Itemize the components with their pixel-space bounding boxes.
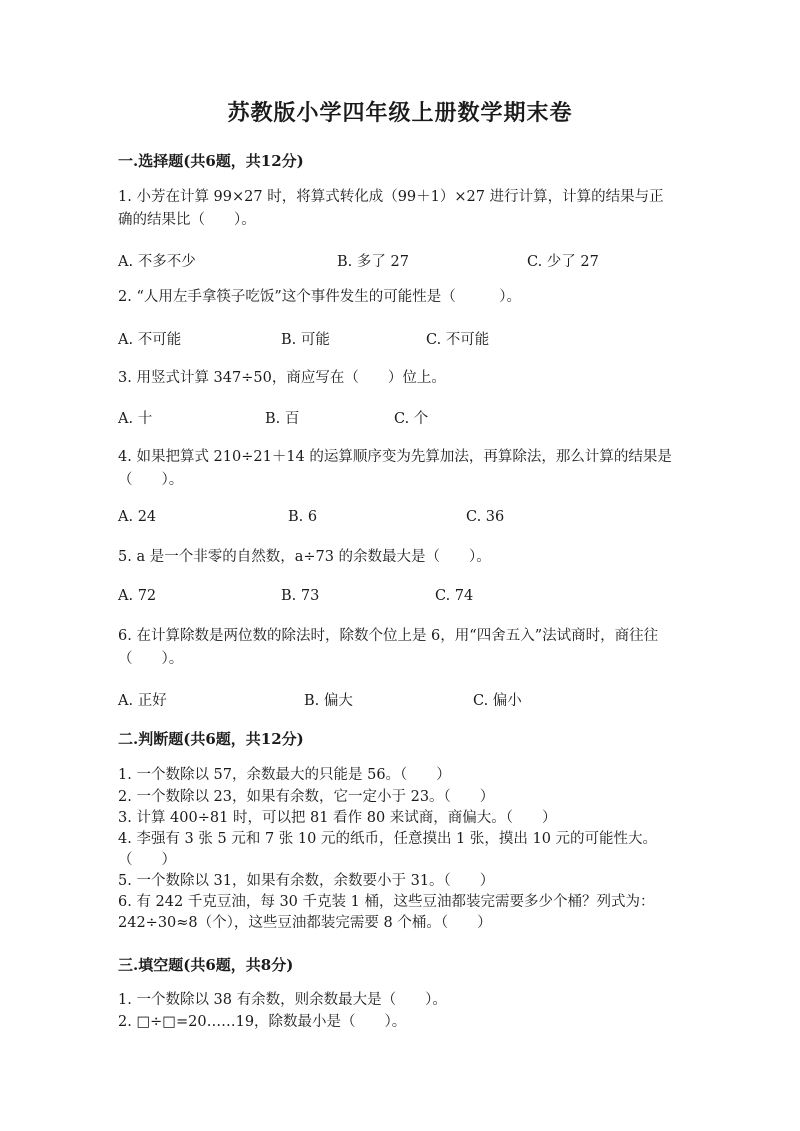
option-b: B. 多了 27 — [337, 254, 409, 270]
choice-options-6 — [118, 689, 698, 711]
choice-question-3: 3. 用竖式计算 347÷50，商应写在（ ）位上。 — [118, 370, 446, 386]
option-c: C. 个 — [394, 411, 429, 427]
choice-question-4: 4. 如果把算式 210÷21＋14 的运算顺序变为先算加法，再算除法，那么计算的结果是（ ）。 — [118, 449, 672, 488]
option-a: A. 正好 — [118, 693, 167, 709]
page-title: 苏教版小学四年级上册数学期末卷 — [227, 100, 573, 126]
choice-question-5: 5. a 是一个非零的自然数，a÷73 的余数最大是（ ）。 — [118, 549, 491, 565]
option-b: B. 百 — [265, 411, 300, 427]
judge-item-5: 5. 一个数除以 31，如果有余数，余数要小于 31。（ ） — [118, 873, 495, 889]
option-b: B. 6 — [288, 509, 318, 525]
judge-item-3: 3. 计算 400÷81 时，可以把 81 看作 80 来试商，商偏大。（ ） — [118, 810, 557, 826]
option-a: A. 72 — [118, 588, 157, 604]
option-c: C. 不可能 — [426, 332, 490, 348]
choice-options-4 — [118, 509, 698, 531]
option-b: B. 可能 — [281, 332, 330, 348]
judge-item-4: 4. 李强有 3 张 5 元和 7 张 10 元的纸币，任意摸出 1 张，摸出 10 元的可能性大。 （ ） — [118, 831, 679, 868]
option-c: C. 36 — [466, 509, 505, 525]
judge-item-6: 6. 有 242 千克豆油，每 30 千克装 1 桶，这些豆油都装完需要多少个桶？列式为：242÷30≈8（个），这些豆油都装完需要 8 个桶。（ ） — [118, 894, 655, 931]
judge-item-2: 2. 一个数除以 23，如果有余数，它一定小于 23。（ ） — [118, 789, 495, 805]
option-a: A. 不多不少 — [118, 254, 196, 270]
judge-item-1: 1. 一个数除以 57，余数最大的只能是 56。（ ） — [118, 767, 451, 783]
choice-options-3 — [118, 407, 698, 429]
section-heading-judge: 二.判断题(共6题，共12分) — [118, 730, 304, 748]
option-a: A. 24 — [118, 509, 157, 525]
option-a: A. 不可能 — [118, 332, 182, 348]
section-heading-fill: 三.填空题(共6题，共8分) — [118, 956, 294, 974]
option-c: C. 偏小 — [473, 693, 522, 709]
option-a: A. 十 — [118, 411, 153, 427]
choice-question-2: 2. “人用左手拿筷子吃饭”这个事件发生的可能性是（ ）。 — [118, 289, 522, 305]
fill-item-1: 1. 一个数除以 38 有余数，则余数最大是（ ）。 — [118, 992, 447, 1008]
option-b: B. 偏大 — [304, 693, 353, 709]
choice-options-2 — [118, 328, 698, 350]
option-c: C. 少了 27 — [527, 254, 599, 270]
option-c: C. 74 — [435, 588, 474, 604]
fill-item-2: 2. □÷□=20……19，除数最小是（ ）。 — [118, 1014, 407, 1030]
choice-question-6: 6. 在计算除数是两位数的除法时，除数个位上是 6，用“四舍五入”法试商时，商往往（ ）。 — [118, 628, 659, 667]
option-b: B. 73 — [281, 588, 320, 604]
choice-options-1 — [118, 250, 698, 272]
choice-options-5 — [118, 588, 698, 610]
section-heading-choice: 一.选择题(共6题，共12分) — [118, 152, 304, 170]
choice-question-1: 1. 小芳在计算 99×27 时，将算式转化成（99＋1）×27 进行计算，计算的结果与正确的结果比（ ）。 — [118, 189, 664, 228]
